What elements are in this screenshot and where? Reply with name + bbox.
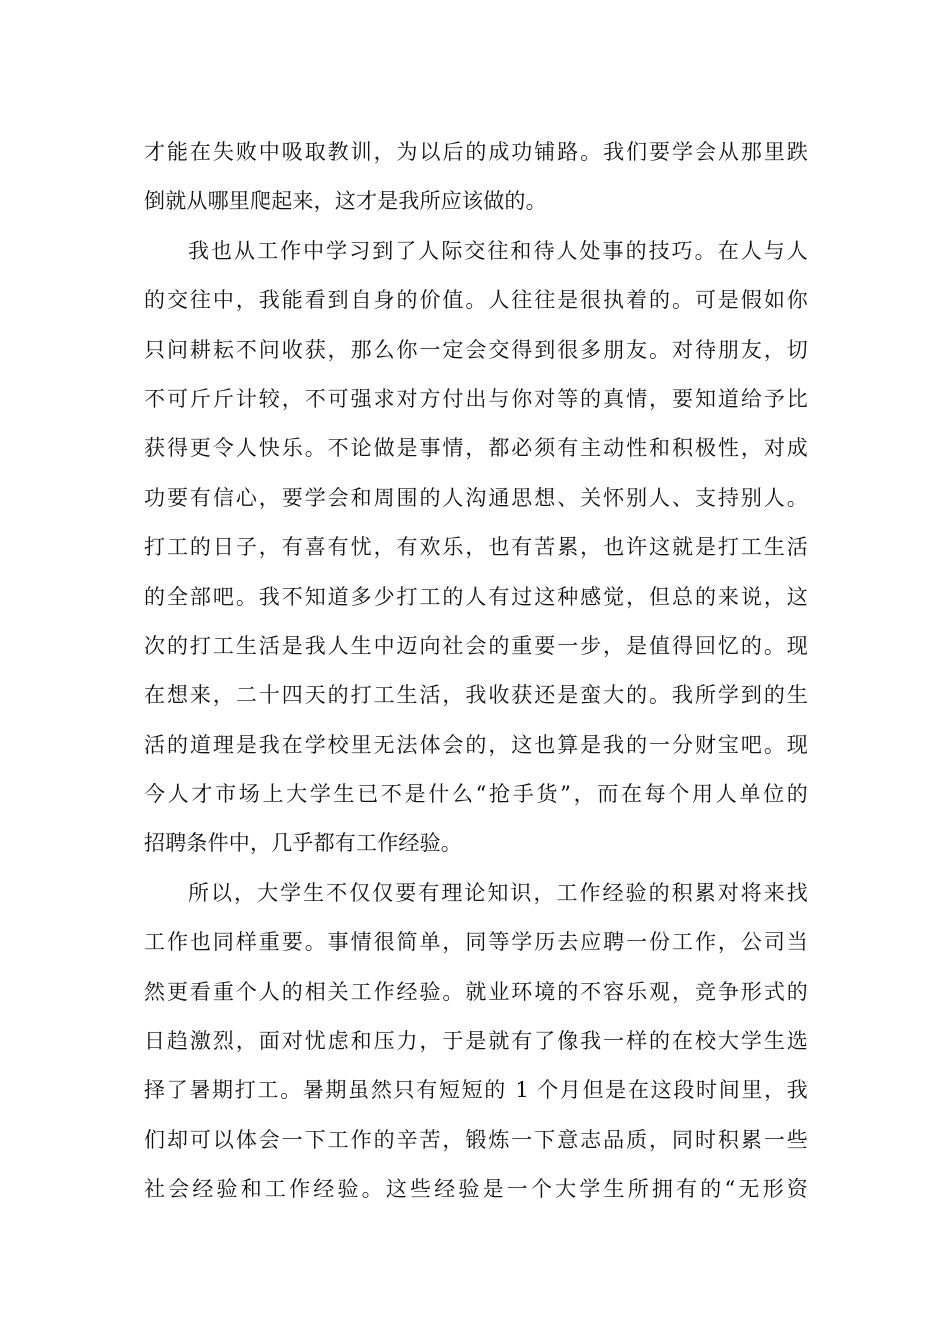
text-line: 社会经验和工作经验。这些经验是一个大学生所拥有的“无形资	[144, 1177, 808, 1202]
text-line: 所以，大学生不仅仅要有理论知识，工作经验的积累对将来找	[188, 880, 808, 905]
text-line: 日趋激烈，面对忧虑和压力，于是就有了像我一样的在校大学生选	[144, 1029, 808, 1054]
text-line: 工作也同样重要。事情很简单，同等学历去应聘一份工作，公司当	[144, 930, 808, 955]
text-line: 活的道理是我在学校里无法体会的，这也算是我的一分财宝吧。现	[144, 732, 808, 757]
text-line: 的交往中，我能看到自身的价值。人往往是很执着的。可是假如你	[144, 288, 808, 313]
text-line: 打工的日子，有喜有忧，有欢乐，也有苦累，也许这就是打工生活	[144, 535, 808, 560]
text-line: 倒就从哪里爬起来，这才是我所应该做的。	[144, 189, 547, 214]
document-body	[144, 128, 808, 1215]
text-line: 然更看重个人的相关工作经验。就业环境的不容乐观，竞争形式的	[144, 979, 808, 1004]
text-line: 只问耕耘不问收获，那么你一定会交得到很多朋友。对待朋友，切	[144, 337, 808, 362]
text-line: 们却可以体会一下工作的辛苦，锻炼一下意志品质，同时积累一些	[144, 1127, 808, 1152]
text-line: 招聘条件中，几乎都有工作经验。	[144, 831, 462, 856]
text-line: 获得更令人快乐。不论做是事情，都必须有主动性和积极性，对成	[144, 436, 808, 461]
text-line: 次的打工生活是我人生中迈向社会的重要一步，是值得回忆的。现	[144, 633, 808, 658]
text-line: 的全部吧。我不知道多少打工的人有过这种感觉，但总的来说，这	[144, 584, 808, 609]
text-line: 才能在失败中吸取教训，为以后的成功铺路。我们要学会从那里跌	[144, 140, 808, 164]
text-line: 今人才市场上大学生已不是什么“抢手货”，而在每个用人单位的	[144, 782, 808, 807]
text-line: 在想来，二十四天的打工生活，我收获还是蛮大的。我所学到的生	[144, 683, 808, 708]
text-line: 我也从工作中学习到了人际交往和待人处事的技巧。在人与人	[188, 238, 808, 263]
text-line: 择了暑期打工。暑期虽然只有短短的 1 个月但是在这段时间里，我	[144, 1078, 808, 1103]
text-line: 不可斤斤计较，不可强求对方付出与你对等的真情，要知道给予比	[144, 386, 808, 411]
text-line: 功要有信心，要学会和周围的人沟通思想、关怀别人、支持别人。	[144, 485, 808, 510]
